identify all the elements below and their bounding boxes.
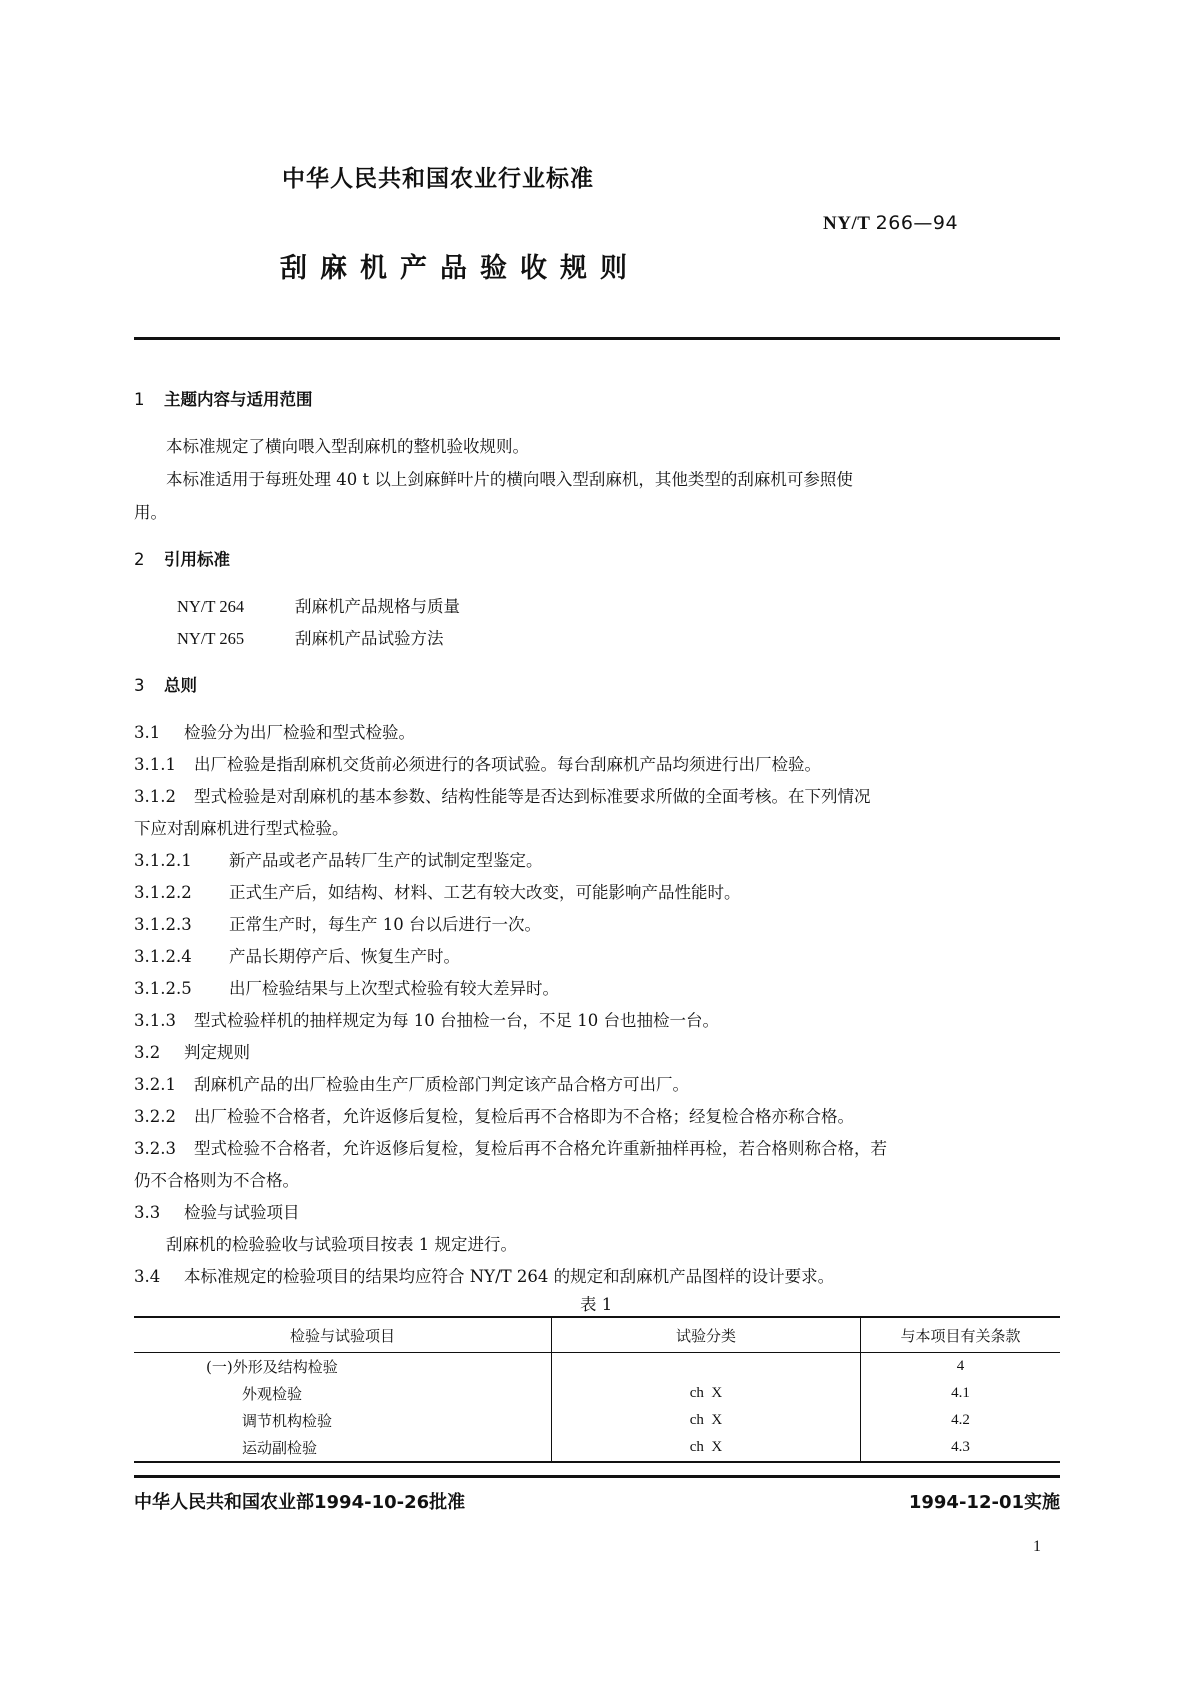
column-header-category: 试验分类	[552, 1317, 861, 1353]
footer-divider	[134, 1475, 1060, 1478]
cell-item: 外观检验	[134, 1380, 552, 1407]
table-caption: 表 1	[580, 1295, 613, 1314]
clause-text: 型式检验是对刮麻机的基本参数、结构性能等是否达到标准要求所做的全面考核。在下列情况	[194, 787, 871, 806]
standard-code-number: 266—94	[875, 212, 959, 234]
cell-clause: 4.3	[951, 1439, 970, 1455]
clause-3-2-3	[134, 1135, 887, 1159]
clause-text: 刮麻机产品的出厂检验由生产厂质检部门判定该产品合格方可出厂。	[194, 1075, 689, 1094]
clause-number: 3.2.1	[134, 1075, 176, 1094]
clause-number: 3.1.2.5	[134, 979, 192, 998]
clause-number: 3.2.2	[134, 1107, 176, 1126]
issuing-organization: 中华人民共和国农业行业标准	[282, 166, 594, 192]
clause-text: 判定规则	[184, 1043, 250, 1062]
clause-text: 出厂检验是指刮麻机交货前必须进行的各项试验。每台刮麻机产品均须进行出厂检验。	[194, 755, 821, 774]
clause-3-1-3	[134, 1007, 719, 1031]
section-title: 总则	[164, 676, 197, 695]
clause-3-4	[134, 1263, 834, 1287]
cell-category: ch X	[552, 1434, 861, 1462]
clause-3-3	[134, 1199, 300, 1223]
implementation-date: 1994-12-01实施	[908, 1492, 1060, 1513]
clause-3-1-2-4	[134, 943, 460, 967]
clause-number: 3.1.2	[134, 787, 176, 806]
clause-text: 正常生产时，每生产 10 台以后进行一次。	[229, 915, 541, 934]
clause-number: 3.1	[134, 723, 161, 742]
cell-category	[552, 1353, 861, 1381]
reference-title: 刮麻机产品试验方法	[295, 629, 444, 648]
paragraph: 本标准适用于每班处理 40 t 以上剑麻鲜叶片的横向喂入型刮麻机，其他类型的刮麻机可参照使	[166, 470, 853, 489]
clause-number: 3.1.2.1	[134, 851, 192, 870]
inspection-items-table	[134, 1316, 1060, 1463]
paragraph: 本标准规定了横向喂入型刮麻机的整机验收规则。	[166, 437, 529, 456]
clause-3-1-2-1	[134, 847, 543, 871]
column-header-clause: 与本项目有关条款	[900, 1326, 1021, 1345]
clause-number: 3.1.3	[134, 1011, 176, 1030]
clause-number: 3.1.2.2	[134, 883, 192, 902]
reference-item	[177, 593, 460, 617]
clause-text: 出厂检验不合格者，允许返修后复检，复检后再不合格即为不合格；经复检合格亦称合格。	[194, 1107, 854, 1126]
section-number: 1	[134, 390, 145, 409]
clause-3-1-1	[134, 751, 821, 775]
clause-number: 3.1.2.4	[134, 947, 192, 966]
section-number: 3	[134, 676, 145, 695]
cell-clause: 4	[956, 1358, 965, 1374]
section-title: 引用标准	[164, 550, 230, 569]
approval-statement: 中华人民共和国农业部1994-10-26批准	[134, 1492, 466, 1513]
clause-text: 产品长期停产后、恢复生产时。	[229, 947, 460, 966]
clause-3-1-2	[134, 783, 871, 807]
section-3-heading	[134, 672, 197, 696]
clause-text: 出厂检验结果与上次型式检验有较大差异时。	[229, 979, 559, 998]
table-row	[134, 1407, 1060, 1434]
clause-text: 本标准规定的检验项目的结果均应符合 NY/T 264 的规定和刮麻机产品图样的设计要求。	[184, 1267, 835, 1286]
clause-number: 3.2.3	[134, 1139, 176, 1158]
table-row	[134, 1434, 1060, 1462]
cell-item: 运动副检验	[134, 1434, 552, 1462]
clause-text: 型式检验不合格者，允许返修后复检，复检后再不合格允许重新抽样再检，若合格则称合格，若	[194, 1139, 887, 1158]
section-1-heading	[134, 386, 313, 410]
clause-3-1-2-2	[134, 879, 741, 903]
clause-continuation: 刮麻机的检验验收与试验项目按表 1 规定进行。	[166, 1235, 517, 1254]
section-title: 主题内容与适用范围	[164, 390, 313, 409]
column-header-item: 检验与试验项目	[134, 1317, 552, 1353]
clause-3-2	[134, 1039, 250, 1063]
clause-text: 新产品或老产品转厂生产的试制定型鉴定。	[229, 851, 543, 870]
cell-clause: 4.2	[951, 1412, 970, 1428]
reference-title: 刮麻机产品规格与质量	[295, 597, 460, 616]
cell-category: ch X	[552, 1407, 861, 1434]
clause-number: 3.1.2.3	[134, 915, 192, 934]
clause-continuation: 仍不合格则为不合格。	[134, 1171, 299, 1190]
clause-continuation: 下应对刮麻机进行型式检验。	[134, 819, 349, 838]
paragraph: 用。	[134, 503, 167, 522]
standard-code	[823, 212, 958, 235]
section-number: 2	[134, 550, 145, 569]
clause-number: 3.3	[134, 1203, 161, 1222]
page-number: 1	[1033, 1538, 1041, 1555]
clause-3-1-2-3	[134, 911, 541, 935]
document-title: 刮麻机产品验收规则	[280, 253, 640, 284]
reference-item	[177, 625, 444, 649]
clause-text: 正式生产后，如结构、材料、工艺有较大改变，可能影响产品性能时。	[229, 883, 741, 902]
clause-3-2-2	[134, 1103, 854, 1127]
clause-number: 3.4	[134, 1267, 161, 1286]
cell-item: 调节机构检验	[134, 1407, 552, 1434]
section-2-heading	[134, 546, 230, 570]
clause-number: 3.2	[134, 1043, 161, 1062]
clause-3-1-2-5	[134, 975, 559, 999]
clause-text: 型式检验样机的抽样规定为每 10 台抽检一台，不足 10 台也抽检一台。	[194, 1011, 719, 1030]
reference-code: NY/T 265	[177, 629, 245, 648]
header-divider	[134, 337, 1060, 340]
reference-code: NY/T 264	[177, 597, 245, 616]
clause-3-1	[134, 719, 415, 743]
clause-text: 检验分为出厂检验和型式检验。	[184, 723, 415, 742]
clause-text: 检验与试验项目	[184, 1203, 300, 1222]
cell-category: ch X	[552, 1380, 861, 1407]
cell-item: (一)外形及结构检验	[134, 1353, 552, 1381]
clause-3-2-1	[134, 1071, 689, 1095]
table-row	[134, 1353, 1060, 1381]
cell-clause: 4.1	[951, 1385, 970, 1401]
table-row	[134, 1380, 1060, 1407]
standard-code-prefix: NY/T	[823, 213, 871, 234]
table-header-row	[134, 1317, 1060, 1353]
clause-number: 3.1.1	[134, 755, 176, 774]
